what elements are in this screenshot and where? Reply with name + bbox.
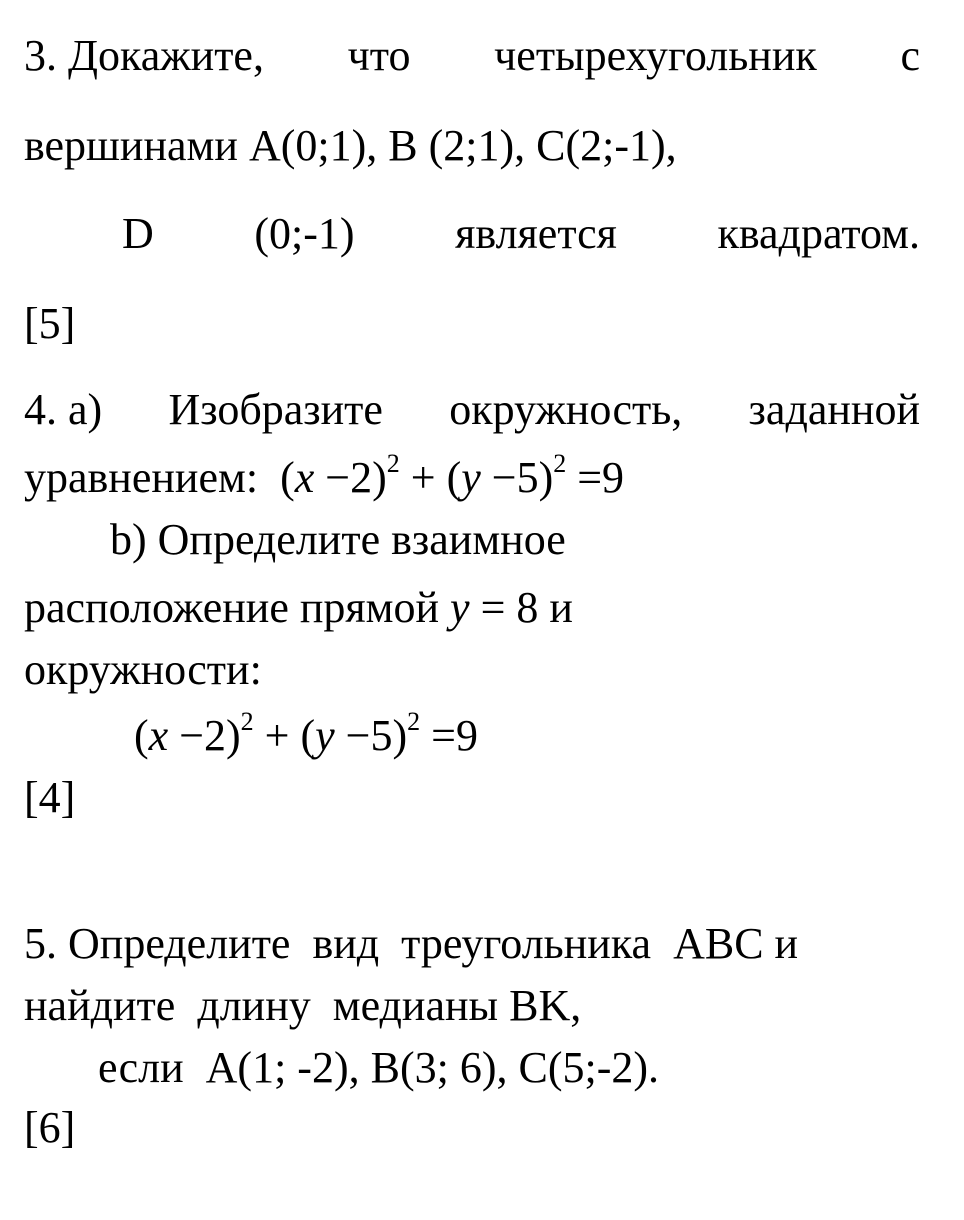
problem4-score: [4] <box>24 773 76 822</box>
equation-label: уравнением: <box>24 453 259 502</box>
problem3-word: D <box>122 209 154 258</box>
problem4-line2 <box>24 449 920 504</box>
problem5-score: [6] <box>24 1103 76 1152</box>
problem4-word: заданной <box>748 385 920 434</box>
problem3-score: [5] <box>24 299 76 348</box>
problem3-line3 <box>122 208 920 260</box>
problem3-line1 <box>24 30 920 82</box>
problem4-part-b-line3: окружности: <box>24 645 262 694</box>
problem3-word: является <box>455 209 617 258</box>
problem4-line1 <box>24 384 920 436</box>
problem3-word: (0;-1) <box>254 209 355 258</box>
problem4-word: Изобразите <box>168 385 383 434</box>
problem4-part-b-line2: расположение прямой y = 8 и <box>24 583 573 632</box>
problem3-line2: вершинами A(0;1), B (2;1), C(2;-1), <box>24 121 677 170</box>
problem4-word: 4. a) <box>24 385 103 434</box>
problem5-line2: найдите длину медианы BK, <box>24 981 582 1030</box>
circle-equation-repeat: $(x -2)^2 + (y -5)^2 =9$ <box>134 707 478 760</box>
problem4-word: окружность, <box>449 385 683 434</box>
problem5-line1: 5. Определите вид треугольника ABC и <box>24 919 799 968</box>
problem3-word: четырехугольник <box>494 31 817 80</box>
circle-equation: $(x -2)^2 + (y -5)^2 =9$ <box>280 449 625 502</box>
problem3-word: 3. Докажите, <box>24 31 264 80</box>
problem4-part-b-line1: b) Определите взаимное <box>110 515 566 564</box>
problem3-word: с <box>900 31 920 80</box>
problem3-word: квадратом. <box>717 209 920 258</box>
problem5-line3: если A(1; -2), B(3; 6), C(5;-2). <box>98 1043 660 1092</box>
problem3-word: что <box>347 31 411 80</box>
